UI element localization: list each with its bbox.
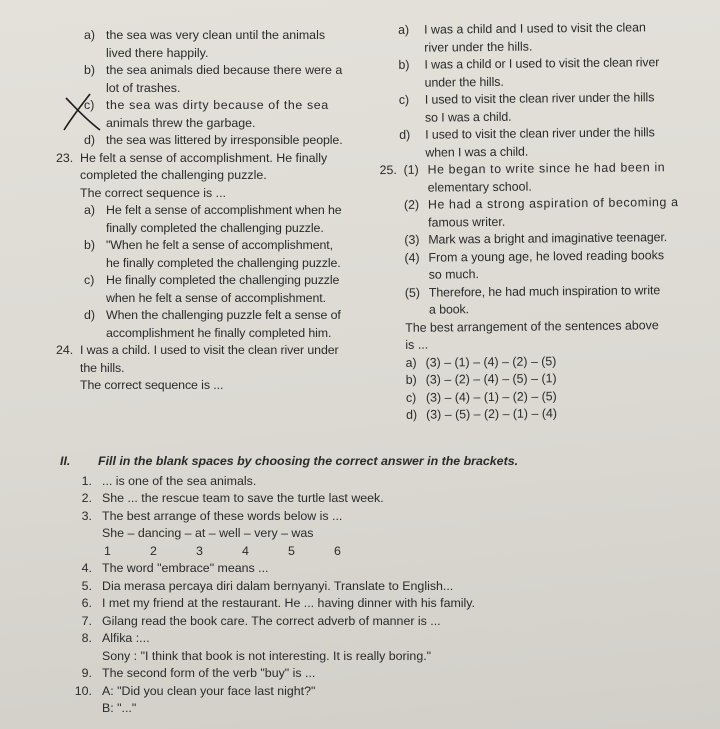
- option-text: He finally completed the challenging puzzle: [106, 273, 340, 287]
- option-text: When the challenging puzzle felt a sense of: [106, 308, 341, 322]
- q25-option-c[interactable]: c) (3) – (4) – (1) – (2) – (5): [396, 386, 701, 407]
- q22-option-c[interactable]: c) the sea was dirty because of the sea animals threw the garbage.: [62, 97, 380, 132]
- question-number: 23.: [56, 150, 74, 165]
- right-column: [379, 19, 701, 425]
- option-text: "When he felt a sense of accomplishment,: [106, 238, 333, 252]
- option-text: I was a child and I used to visit the clean: [424, 20, 646, 37]
- sentence-5: (5) Therefore, he had much inspiration to write a book.: [405, 281, 700, 319]
- q24-option-d[interactable]: d) I used to visit the clean river under the hills when I was a child.: [393, 124, 698, 162]
- option-text: He felt a sense of accomplishment when he: [106, 203, 342, 217]
- option-text: accomplishment he finally completed him.: [106, 325, 332, 340]
- q23-option-a[interactable]: a) He felt a sense of accomplishment when he finally completed the challenging puzzle.: [62, 202, 380, 237]
- fill-item-4: 4. The word "embrace" means ...: [81, 561, 269, 575]
- option-text: (3) – (1) – (4) – (2) – (5): [425, 353, 557, 370]
- sentence-3: (3) Mark was a bright and imaginative teenager.: [404, 229, 699, 250]
- fill-item-10: 10. A: "Did you clean your face last night?" B: "...": [74, 683, 316, 715]
- sentence-text: Mark was a bright and imaginative teenager.: [428, 230, 668, 247]
- q22-option-a[interactable]: a) the sea was very clean until the animals lived there happily.: [62, 27, 380, 62]
- option-text: when he felt a sense of accomplishment.: [106, 290, 326, 305]
- q24-option-b[interactable]: b) I was a child or I used to visit the clean river under the hills.: [392, 54, 697, 92]
- sentence-1: (1) He began to write since he had been in elementary school.: [403, 159, 698, 197]
- q23-option-b[interactable]: b) "When he felt a sense of accomplishment, he finally completed the challenging puzzle.: [62, 237, 380, 272]
- sentence-text: a book.: [428, 302, 470, 317]
- option-text: animals threw the garbage.: [106, 115, 256, 130]
- option-text: he finally completed the challenging puzzle.: [106, 255, 341, 270]
- fill-item-1: 1. ... is one of the sea animals.: [81, 473, 257, 488]
- option-text: the sea was dirty because of the sea: [106, 98, 329, 112]
- option-text: I was a child or I used to visit the clean river: [424, 55, 660, 72]
- option-text: under the hills.: [424, 74, 504, 90]
- fill-item-9: 9. The second form of the verb "buy" is ...: [81, 666, 316, 680]
- option-text: (3) – (2) – (4) – (5) – (1): [425, 371, 557, 387]
- section-title: Fill in the blank spaces by choosing the correct answer in the brackets.: [98, 454, 519, 468]
- question-stem: completed the challenging puzzle.: [80, 168, 267, 182]
- option-text: the sea was very clean until the animals: [106, 28, 326, 42]
- fill-item-2: 2. She ... the rescue team to save the turtle last week.: [81, 491, 384, 505]
- option-text: finally completed the challenging puzzle.: [106, 220, 324, 235]
- question-23: [56, 150, 380, 203]
- option-text: (3) – (4) – (1) – (2) – (5): [425, 388, 557, 405]
- option-text: lot of trashes.: [106, 80, 181, 95]
- fill-item-5: 5. Dia merasa percaya diri dalam bernyanyi. Translate to English...: [81, 578, 454, 593]
- section-number: II.: [60, 454, 71, 468]
- sentence-text: He began to write since he had been in: [427, 160, 666, 177]
- option-text: the sea was littered by irresponsible people.: [106, 133, 343, 147]
- question-number: 25.: [379, 162, 397, 178]
- sentence-text: elementary school.: [427, 179, 532, 195]
- q24-option-a[interactable]: a) I was a child and I used to visit the clean river under the hills.: [392, 19, 697, 57]
- option-text: river under the hills.: [424, 39, 533, 55]
- q25-question: [395, 316, 700, 354]
- fill-item-8: 8. Alfika :... Sony : "I think that book is not interesting. It is really boring.": [81, 631, 432, 663]
- section-heading: [56, 453, 696, 471]
- section-fill-in-the-blank: [56, 453, 696, 718]
- sentence-text: He had a strong aspiration of becoming a: [427, 195, 679, 212]
- sentence-4: (4) From a young age, he loved reading books so much.: [404, 246, 699, 284]
- question-stem: The best arrangement of the sentences above: [405, 317, 659, 335]
- question-stem: the hills.: [80, 360, 125, 375]
- sentence-text: so much.: [428, 267, 479, 282]
- q25-option-d[interactable]: d) (3) – (5) – (2) – (1) – (4): [396, 404, 701, 425]
- sentence-2: (2) He had a strong aspiration of becoming a famous writer.: [404, 194, 699, 232]
- option-text: I used to visit the clean river under the hills: [424, 90, 655, 107]
- q24-option-c[interactable]: c) I used to visit the clean river under the hills so I was a child.: [393, 89, 698, 127]
- q22-option-b[interactable]: b) the sea animals died because there were a lot of trashes.: [62, 62, 380, 97]
- option-text: (3) – (5) – (2) – (1) – (4): [426, 406, 558, 422]
- option-text: lived there happily.: [106, 45, 209, 60]
- question-stem: The correct sequence is ...: [80, 378, 224, 392]
- question-stem: I was a child. I used to visit the clean river under: [80, 343, 339, 357]
- word-order-numbers: 1 2 3 4 5 6: [104, 543, 341, 558]
- question-stem: is ...: [405, 337, 429, 352]
- option-text: I used to visit the clean river under the hills: [425, 125, 655, 142]
- q22-option-d[interactable]: d) the sea was littered by irresponsible people.: [62, 132, 380, 150]
- q23-option-d[interactable]: d) When the challenging puzzle felt a sense of accomplishment he finally completed him.: [62, 307, 380, 342]
- fill-item-3: 3. The best arrange of these words below is ... She – dancing – at – well – very – was 1 2 3 4 5 6: [56, 508, 696, 561]
- fill-item-6: 6. I met my friend at the restaurant. He ... having dinner with his family.: [81, 596, 476, 610]
- question-24: [56, 342, 380, 395]
- question-number: 24.: [56, 343, 74, 357]
- option-text: so I was a child.: [424, 109, 512, 125]
- sentence-text: From a young age, he loved reading books: [428, 247, 665, 265]
- q23-option-c[interactable]: c) He finally completed the challenging puzzle when he felt a sense of accomplishment.: [62, 272, 380, 307]
- sentence-text: famous writer.: [428, 214, 506, 230]
- left-column: [56, 27, 380, 395]
- option-text: when I was a child.: [425, 144, 529, 160]
- q25-option-a[interactable]: a) (3) – (1) – (4) – (2) – (5): [395, 351, 700, 372]
- question-stem: The correct sequence is ...: [80, 185, 227, 200]
- fill-item-7: 7. Gilang read the book care. The correct adverb of manner is ...: [81, 613, 441, 628]
- option-text: the sea animals died because there were a: [106, 63, 343, 77]
- question-25: [379, 159, 700, 320]
- sentence-text: Therefore, he had much inspiration to write: [428, 282, 661, 300]
- question-stem: He felt a sense of accomplishment. He finally: [80, 150, 328, 165]
- q25-option-b[interactable]: b) (3) – (2) – (4) – (5) – (1): [396, 369, 701, 390]
